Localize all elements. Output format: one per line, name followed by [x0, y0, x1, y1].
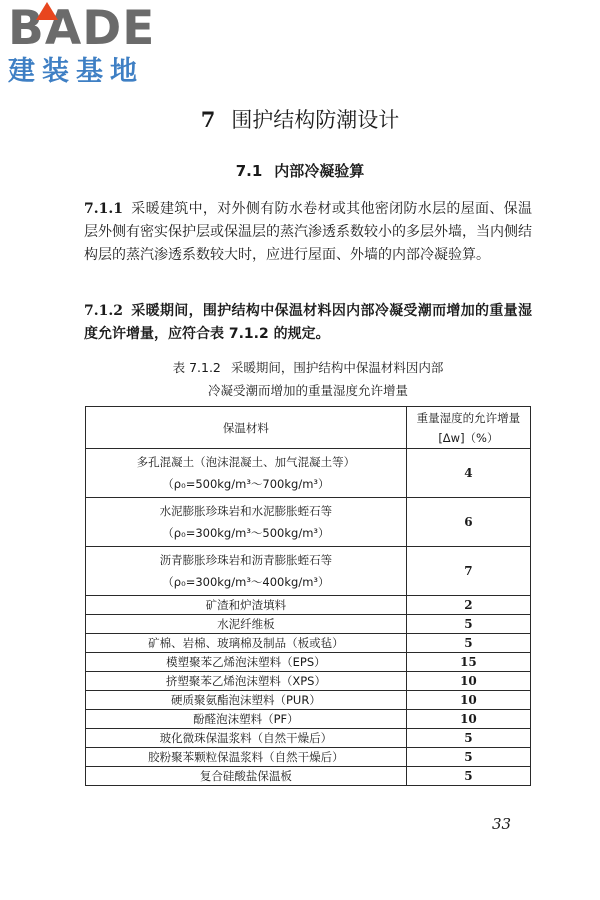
header-allowance-line2: [Δw]（%） — [438, 430, 499, 445]
material-density: （ρ₀=300kg/m³～400kg/m³） — [162, 575, 330, 589]
table-row — [86, 748, 531, 767]
value-cell: 5 — [406, 634, 530, 653]
chapter-number: 7 — [200, 107, 216, 132]
material-cell: 酚醛泡沫塑料（PF） — [86, 710, 407, 729]
table-header-row — [86, 407, 531, 449]
material-cell: 复合硅酸盐保温板 — [86, 767, 407, 786]
section-heading — [0, 160, 600, 181]
clause-text: 采暖建筑中，对外侧有防水卷材或其他密闭防水层的屋面、保温层外侧有密实保护层或保温层的蒸汽渗透系数较小的多层外墙，当内侧结构层的蒸汽渗透系数较大时，应进行屋面、外墙的内部冷凝验算。 — [84, 201, 532, 263]
value-cell: 6 — [406, 498, 530, 547]
value-cell: 5 — [406, 767, 530, 786]
table-row — [86, 729, 531, 748]
clause-7-1-1 — [84, 198, 532, 267]
value-cell: 10 — [406, 672, 530, 691]
material-name: 多孔混凝土（泡沫混凝土、加气混凝土等） — [136, 455, 356, 469]
table-row — [86, 710, 531, 729]
clause-number: 7.1.1 — [84, 201, 123, 217]
material-cell: 硬质聚氨酯泡沫塑料（PUR） — [86, 691, 407, 710]
table-number: 表 7.1.2 — [172, 360, 221, 375]
value-cell: 7 — [406, 547, 530, 596]
section-title: 内部冷凝验算 — [274, 162, 365, 180]
clause-text: 采暖期间，围护结构中保温材料因内部冷凝受潮而增加的重量湿度允许增量，应符合表 7.1.2 的规定。 — [84, 303, 532, 342]
value-cell: 4 — [406, 449, 530, 498]
table-row — [86, 449, 531, 498]
material-cell: 玻化微珠保温浆料（自然干燥后） — [86, 729, 407, 748]
logo-brand-text: BADE — [8, 1, 156, 56]
material-density: （ρ₀=500kg/m³～700kg/m³） — [162, 477, 330, 491]
material-name: 水泥膨胀珍珠岩和水泥膨胀蛭石等 — [159, 504, 333, 518]
section-number: 7.1 — [235, 162, 263, 180]
material-cell: 矿棉、岩棉、玻璃棉及制品（板或毡） — [86, 634, 407, 653]
table-row — [86, 547, 531, 596]
clause-number: 7.1.2 — [84, 303, 123, 319]
table-row — [86, 767, 531, 786]
page-number: 33 — [492, 815, 512, 833]
material-cell: 模塑聚苯乙烯泡沫塑料（EPS） — [86, 653, 407, 672]
value-cell: 5 — [406, 748, 530, 767]
logo-subtitle: 建装基地 — [8, 56, 144, 87]
value-cell: 10 — [406, 691, 530, 710]
table-row — [86, 634, 531, 653]
material-cell: 胶粉聚苯颗粒保温浆料（自然干燥后） — [86, 748, 407, 767]
value-cell: 15 — [406, 653, 530, 672]
clause-7-1-2 — [84, 300, 532, 346]
header-material: 保温材料 — [86, 407, 407, 449]
chapter-title: 围护结构防潮设计 — [231, 108, 400, 132]
header-allowance — [406, 407, 530, 449]
material-density: （ρ₀=300kg/m³～500kg/m³） — [162, 526, 330, 540]
table-row — [86, 498, 531, 547]
table-row — [86, 596, 531, 615]
chapter-heading — [0, 104, 600, 134]
table-caption-line2: 冷凝受潮而增加的重量湿度允许增量 — [207, 383, 408, 398]
material-cell: 挤塑聚苯乙烯泡沫塑料（XPS） — [86, 672, 407, 691]
moisture-table — [85, 406, 531, 786]
material-cell — [86, 547, 407, 596]
material-cell — [86, 449, 407, 498]
table-row — [86, 691, 531, 710]
table-row — [86, 672, 531, 691]
material-name: 沥青膨胀珍珠岩和沥青膨胀蛭石等 — [159, 553, 333, 567]
material-cell — [86, 498, 407, 547]
table-row — [86, 653, 531, 672]
value-cell: 2 — [406, 596, 530, 615]
table-caption-line1 — [84, 357, 532, 379]
material-cell: 矿渣和炉渣填料 — [86, 596, 407, 615]
logo — [8, 2, 178, 92]
value-cell: 5 — [406, 615, 530, 634]
header-allowance-line1: 重量湿度的允许增量 — [416, 410, 521, 425]
value-cell: 10 — [406, 710, 530, 729]
logo-brand — [8, 2, 178, 56]
material-cell: 水泥纤维板 — [86, 615, 407, 634]
logo-accent-triangle-icon — [36, 2, 58, 20]
value-cell: 5 — [406, 729, 530, 748]
table-caption-text: 采暖期间，围护结构中保温材料因内部 — [230, 360, 444, 375]
table-row — [86, 615, 531, 634]
